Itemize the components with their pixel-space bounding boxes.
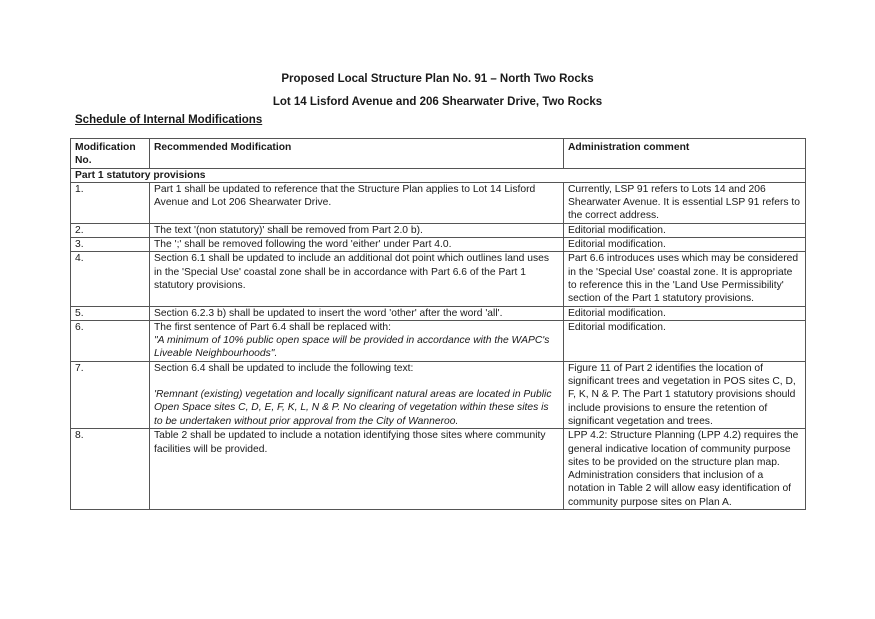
table-row (71, 361, 806, 428)
row-recommended-quote: "A minimum of 10% public open space will be provided in accordance with the WAPC's Liveable Neighbourhoods". (154, 335, 550, 360)
table-row (71, 306, 806, 320)
row-recommended: The ';' shall be removed following the word 'either' under Part 4.0. (150, 238, 564, 252)
row-recommended-intro: The first sentence of Part 6.4 shall be replaced with: (154, 321, 391, 333)
table-header-row (71, 139, 806, 169)
row-recommended-quote: 'Remnant (existing) vegetation and locally significant natural areas are located in Public Open Space sites C, D, E, F, K, L, N & P. No clearing of vegetation within these sites is to be undertaken without prior approval from the City of Wanneroo. (154, 389, 552, 427)
row-comment: Editorial modification. (564, 223, 806, 237)
row-number: 2. (71, 223, 150, 237)
table-row (71, 252, 806, 306)
row-recommended: Table 2 shall be updated to include a notation identifying those sites where community facilities will be provided. (150, 429, 564, 510)
row-number: 6. (71, 320, 150, 361)
row-number: 8. (71, 429, 150, 510)
row-comment: LPP 4.2: Structure Planning (LPP 4.2) requires the general indicative location of community purpose sites to be provided on the structure plan map. Administration considers that inclusion of a notation in Table 2 will allow easy identification of community purpose sites on Plan A. (564, 429, 806, 510)
row-number: 7. (71, 361, 150, 428)
row-comment: Figure 11 of Part 2 identifies the location of significant trees and vegetation in POS sites C, D, F, K, N & P. The Part 1 statutory provisions should include provisions to ensure the retention of significant vegetation and trees. (564, 361, 806, 428)
row-recommended: The text '(non statutory)' shall be removed from Part 2.0 b). (150, 223, 564, 237)
table-row (71, 429, 806, 510)
table-row (71, 182, 806, 223)
table-row (71, 320, 806, 361)
document-subtitle: Lot 14 Lisford Avenue and 206 Shearwater Drive, Two Rocks (272, 96, 603, 108)
row-recommended: Part 1 shall be updated to reference that the Structure Plan applies to Lot 14 Lisford Avenue and Lot 206 Shearwater Drive. (150, 182, 564, 223)
row-number: 1. (71, 182, 150, 223)
row-number: 3. (71, 238, 150, 252)
table-row (71, 223, 806, 237)
row-comment: Currently, LSP 91 refers to Lots 14 and 206 Shearwater Avenue. It is essential LSP 91 refers to the correct address. (564, 182, 806, 223)
row-number: 5. (71, 306, 150, 320)
spacer (154, 375, 559, 388)
header-modification-no: Modification No. (71, 139, 150, 169)
row-recommended (150, 361, 564, 428)
row-comment: Editorial modification. (564, 306, 806, 320)
row-recommended-intro: Section 6.4 shall be updated to include the following text: (154, 362, 414, 374)
row-comment: Editorial modification. (564, 320, 806, 361)
row-comment: Part 6.6 introduces uses which may be considered in the 'Special Use' coastal zone. It is appropriate to reference this in the 'Land Use Permissibility' section of the Part 1 statutory provisions. (564, 252, 806, 306)
header-administration-comment: Administration comment (564, 139, 806, 169)
header-recommended-modification: Recommended Modification (150, 139, 564, 169)
row-comment: Editorial modification. (564, 238, 806, 252)
table-row (71, 238, 806, 252)
row-recommended (150, 320, 564, 361)
row-recommended: Section 6.1 shall be updated to include an additional dot point which outlines land uses in the 'Special Use' coastal zone shall be in accordance with Part 6.6 of the Part 1 statutory provisions. (150, 252, 564, 306)
document-title: Proposed Local Structure Plan No. 91 – North Two Rocks (281, 73, 594, 85)
section-row (71, 168, 806, 182)
row-number: 4. (71, 252, 150, 306)
section-label: Part 1 statutory provisions (71, 168, 806, 182)
schedule-heading: Schedule of Internal Modifications (75, 114, 263, 126)
modifications-table (70, 138, 806, 510)
row-recommended: Section 6.2.3 b) shall be updated to insert the word 'other' after the word 'all'. (150, 306, 564, 320)
